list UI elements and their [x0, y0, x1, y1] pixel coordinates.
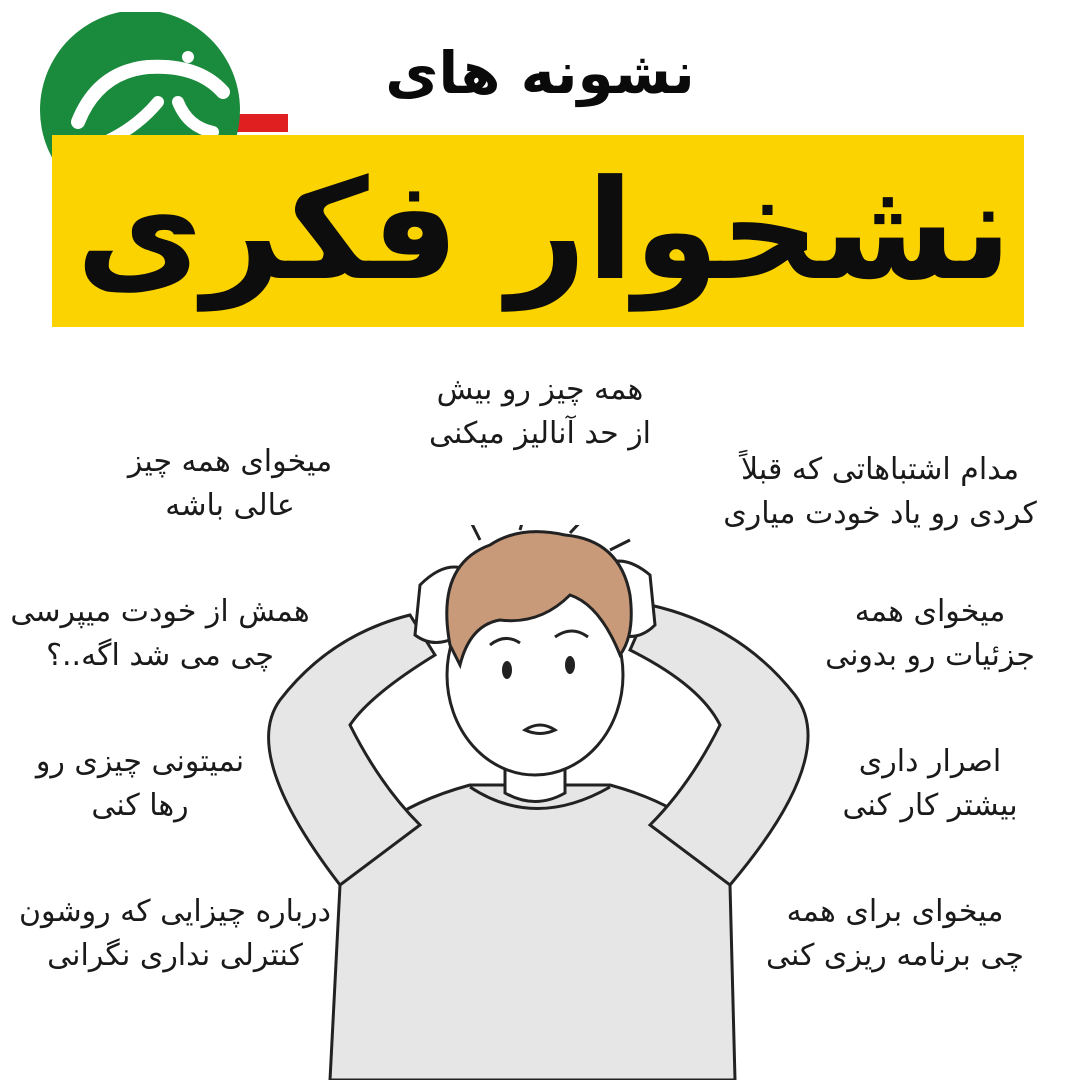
sign-line: میخوای همه — [854, 594, 1006, 629]
sign-line: اصرار داری — [858, 744, 1002, 779]
sign-line: همش از خودت میپرسی — [10, 594, 310, 629]
sign-left-2 — [5, 590, 315, 678]
page-subtitle: نشونه های — [385, 39, 695, 107]
sign-line: مدام اشتباهاتی که قبلاً — [740, 452, 1020, 487]
sign-right-4 — [750, 890, 1040, 978]
sign-line: کردی رو یاد خودت میاری — [723, 496, 1037, 531]
sign-line: بیشتر کار کنی — [842, 788, 1018, 823]
sign-line: کنترلی نداری نگرانی — [47, 938, 303, 973]
sign-line: درباره چیزایی که روشون — [19, 894, 331, 929]
page-title: نشخوار فکری — [76, 150, 1012, 311]
sign-line: چی می شد اگه..؟ — [46, 638, 274, 673]
sign-left-4 — [15, 890, 335, 978]
sign-line: نمیتونی چیزی رو — [35, 744, 245, 779]
sign-top-center — [395, 368, 685, 456]
sign-line: میخوای برای همه — [786, 894, 1004, 929]
sign-right-3 — [830, 740, 1030, 828]
sign-line: از حد آنالیز میکنی — [428, 416, 652, 451]
sign-line: همه چیز رو بیش — [436, 372, 644, 407]
sign-left-3 — [20, 740, 260, 828]
sign-line: چی برنامه ریزی کنی — [766, 938, 1024, 973]
sign-right-1 — [710, 448, 1050, 536]
sign-line: رها کنی — [91, 788, 189, 823]
sign-left-1 — [90, 440, 370, 528]
sign-line: میخوای همه چیز — [127, 444, 333, 479]
sign-right-2 — [810, 590, 1050, 678]
sign-line: عالی باشه — [165, 488, 295, 523]
sign-line: جزئیات رو بدونی — [825, 638, 1035, 673]
